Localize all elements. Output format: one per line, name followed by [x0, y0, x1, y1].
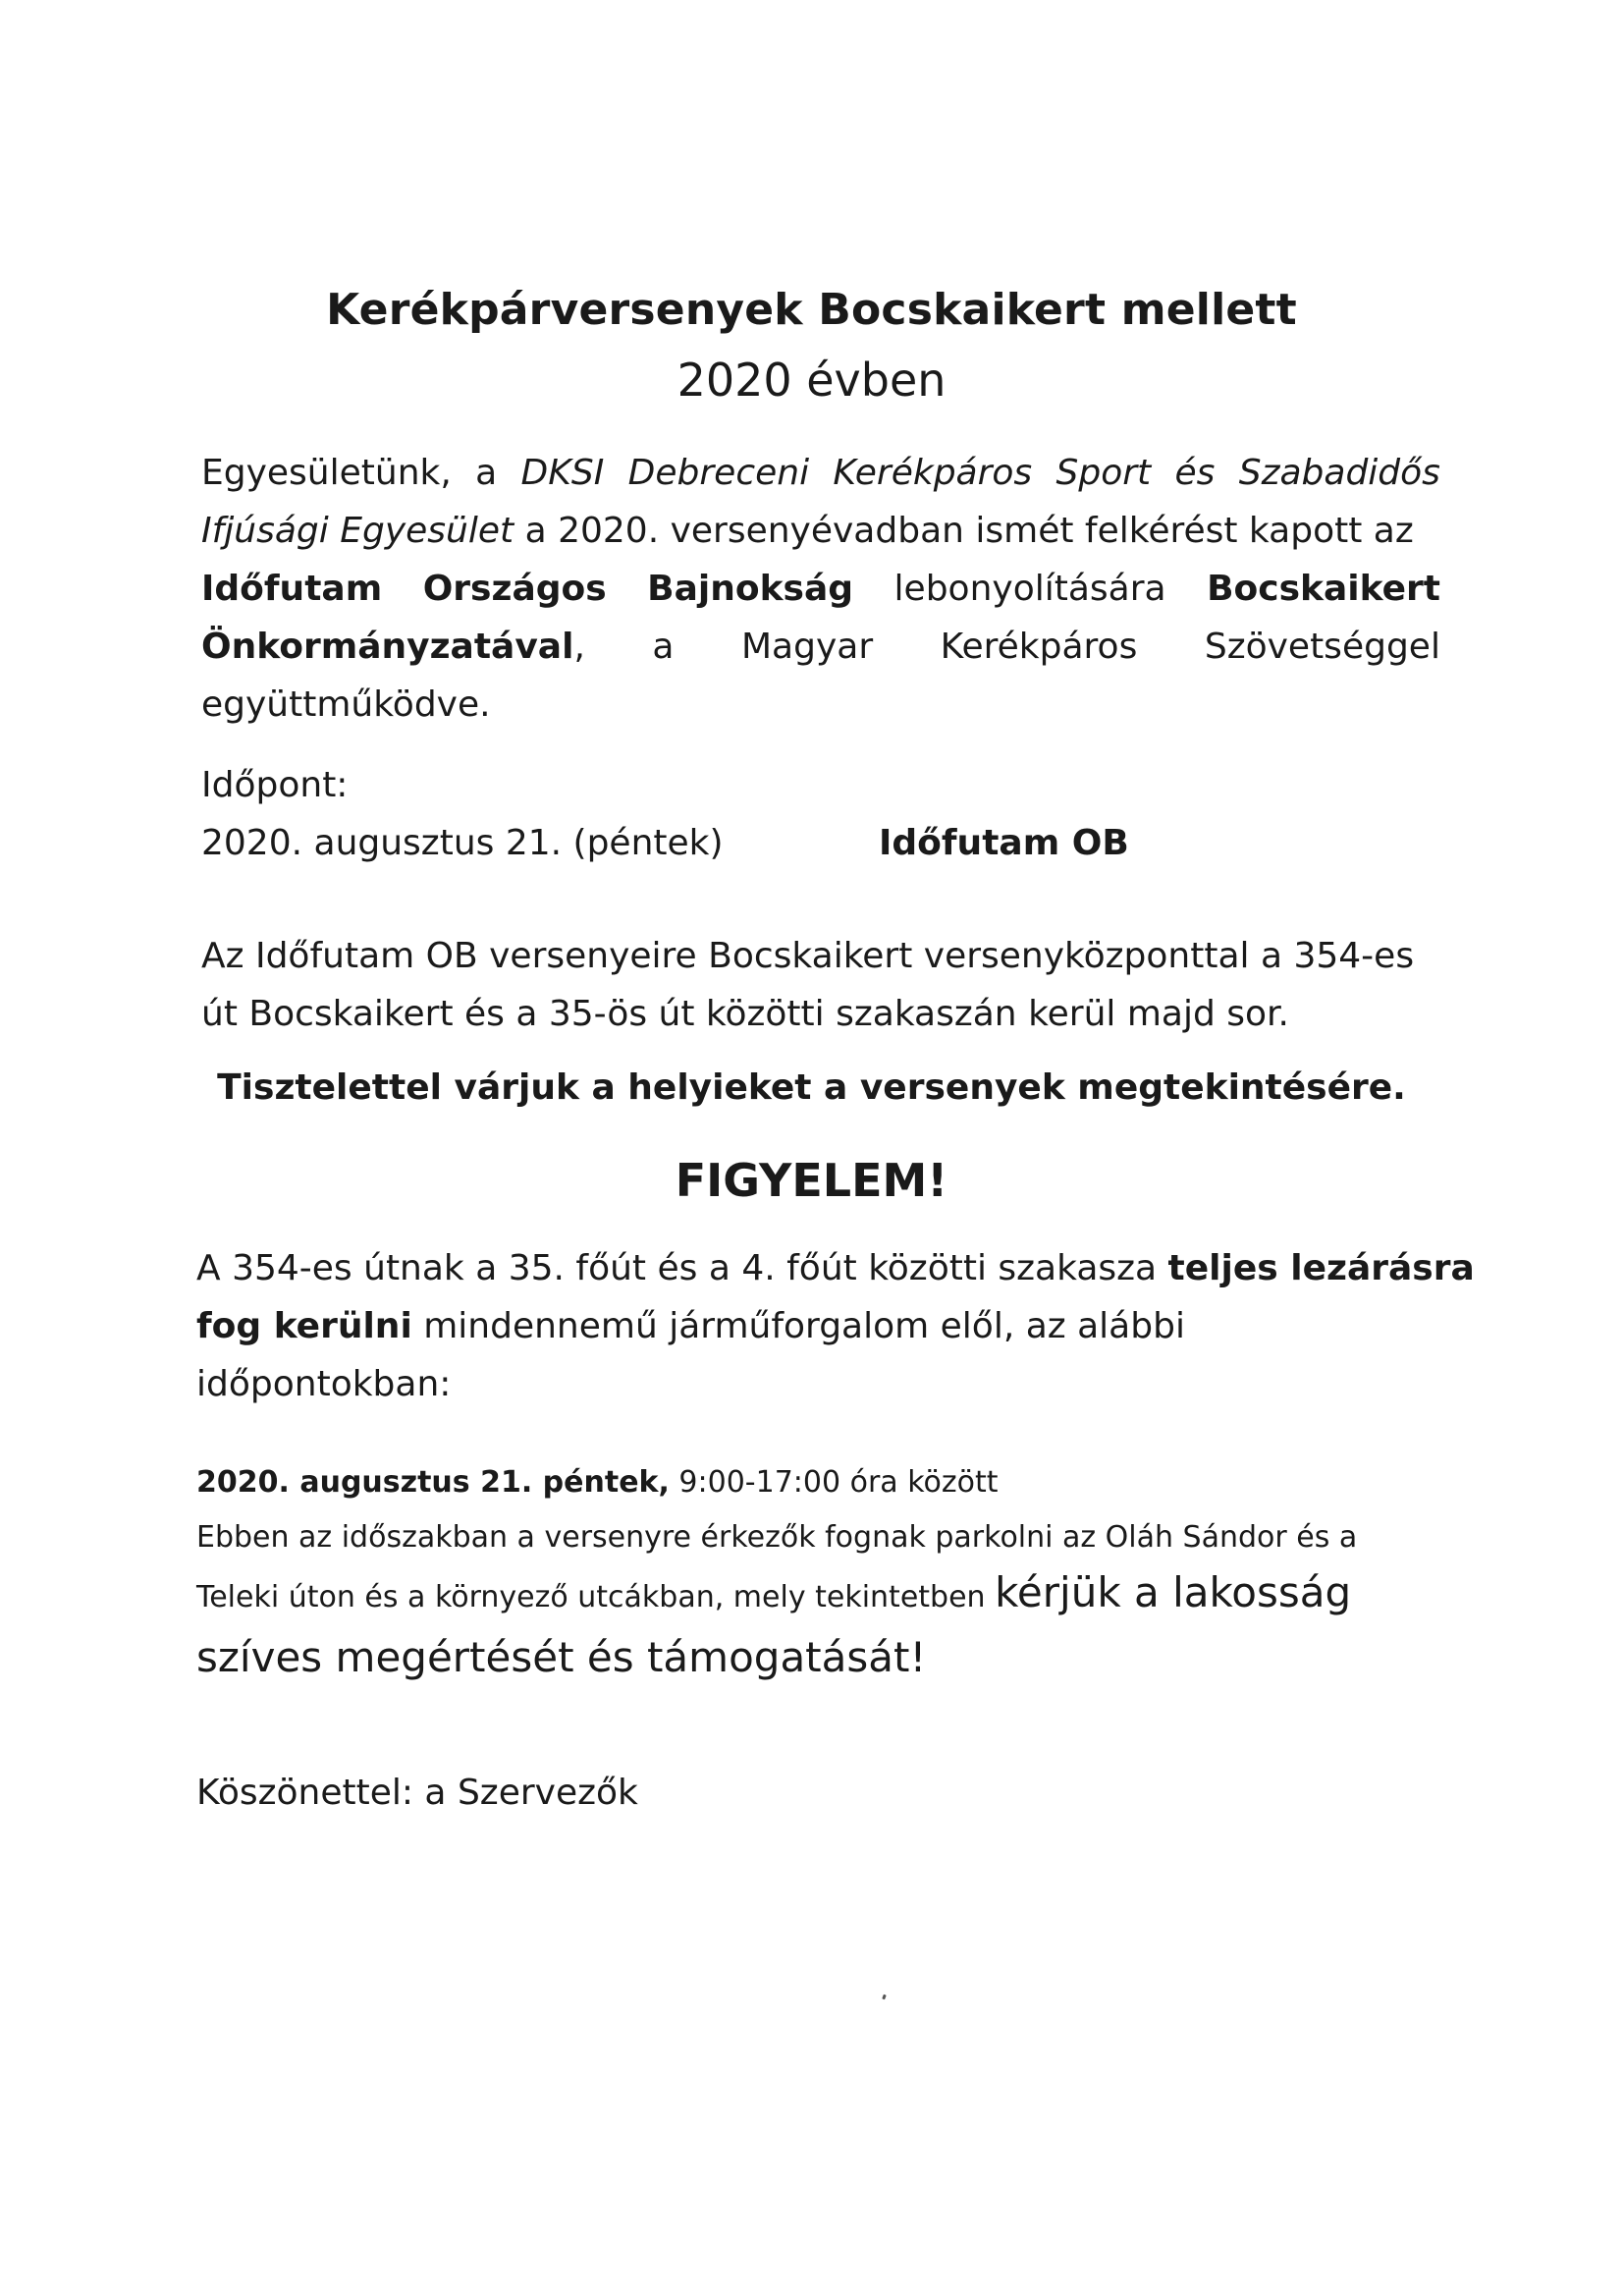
invitation-text: Tisztelettel várjuk a helyieket a versenyek megtekintésére.	[217, 1067, 1406, 1108]
request-text: kérjük a lakosság	[995, 1568, 1352, 1616]
intro-line-1	[201, 444, 1440, 502]
intro-word: lebonyolítására	[893, 569, 1166, 609]
championship-word: Országos	[422, 569, 607, 609]
closure-text: A 354-es útnak a 35. főút és a 4. főút közötti szakasza	[196, 1248, 1168, 1288]
municipality-word: Önkormányzatával	[201, 627, 574, 667]
schedule-date: 2020. augusztus 21. (péntek)	[201, 823, 724, 863]
closure-schedule	[196, 1455, 1463, 1690]
location-line-2: út Bocskaikert és a 35-ös út közötti szakaszán kerül majd sor.	[201, 994, 1289, 1034]
intro-word: Szövetséggel	[1204, 627, 1440, 667]
intro-word: a	[652, 627, 675, 667]
championship-word: Időfutam	[201, 569, 383, 609]
club-name-word: DKSI	[520, 453, 605, 493]
closure-emphasis: teljes lezárásra	[1167, 1248, 1475, 1288]
schedule-row	[201, 814, 1129, 872]
intro-paragraph	[201, 444, 1440, 734]
schedule-event: Időfutam OB	[879, 823, 1129, 863]
road-closure-paragraph	[196, 1239, 1475, 1413]
intro-line-2	[201, 502, 1440, 560]
document-title: Kerékpárversenyek Bocskaikert mellett	[326, 285, 1297, 335]
closure-emphasis: fog kerülni	[196, 1306, 412, 1346]
closure-date: 2020. augusztus 21. péntek,	[196, 1465, 670, 1500]
club-name-word: Sport	[1055, 453, 1152, 493]
intro-word: Magyar	[741, 627, 874, 667]
request-line: szíves megértését és támogatását!	[196, 1633, 927, 1681]
warning-heading: FIGYELEM!	[675, 1154, 948, 1207]
intro-text: a 2020. versenyévadban ismét felkérést kapott az	[514, 511, 1414, 551]
intro-word: Egyesületünk,	[201, 453, 452, 493]
municipality-word: Bocskaikert	[1207, 569, 1440, 609]
club-name-word: Kerékpáros	[833, 453, 1033, 493]
intro-line-3	[201, 560, 1440, 618]
signature-line: Köszönettel: a Szervezők	[196, 1773, 638, 1813]
closure-text: mindennemű járműforgalom elől, az alábbi	[411, 1306, 1185, 1346]
parking-text: Teleki úton és a környező utcákban, mely tekintetben	[196, 1580, 996, 1614]
parking-line-1: Ebben az időszakban a versenyre érkezők fognak parkolni az Oláh Sándor és a	[196, 1520, 1358, 1555]
closure-line-2	[196, 1297, 1435, 1355]
closure-line-1	[196, 1239, 1475, 1297]
schedule-label: Időpont:	[201, 765, 349, 805]
intro-line-4	[201, 618, 1440, 676]
club-name-word: és	[1174, 453, 1216, 493]
location-paragraph	[201, 927, 1440, 1043]
location-line-1: Az Időfutam OB versenyeire Bocskaikert versenyközponttal a 354-es	[201, 936, 1415, 976]
intro-punctuation: ,	[573, 627, 585, 667]
closure-time-line	[196, 1455, 1463, 1510]
closure-time: 9:00-17:00 óra között	[669, 1465, 999, 1500]
championship-word: Bajnokság	[647, 569, 854, 609]
scan-speck	[882, 1995, 887, 2000]
closure-line-3: időpontokban:	[196, 1364, 452, 1404]
club-name-word: Szabadidős	[1238, 453, 1440, 493]
club-name-word: Debreceni	[627, 453, 810, 493]
intro-word: a	[475, 453, 498, 493]
parking-line-2	[196, 1565, 1463, 1625]
intro-line-5: együttműködve.	[201, 684, 491, 725]
document-subtitle: 2020 évben	[676, 354, 947, 407]
club-name-end: Ifjúsági Egyesület	[201, 511, 514, 551]
intro-word: Kerékpáros	[940, 627, 1138, 667]
